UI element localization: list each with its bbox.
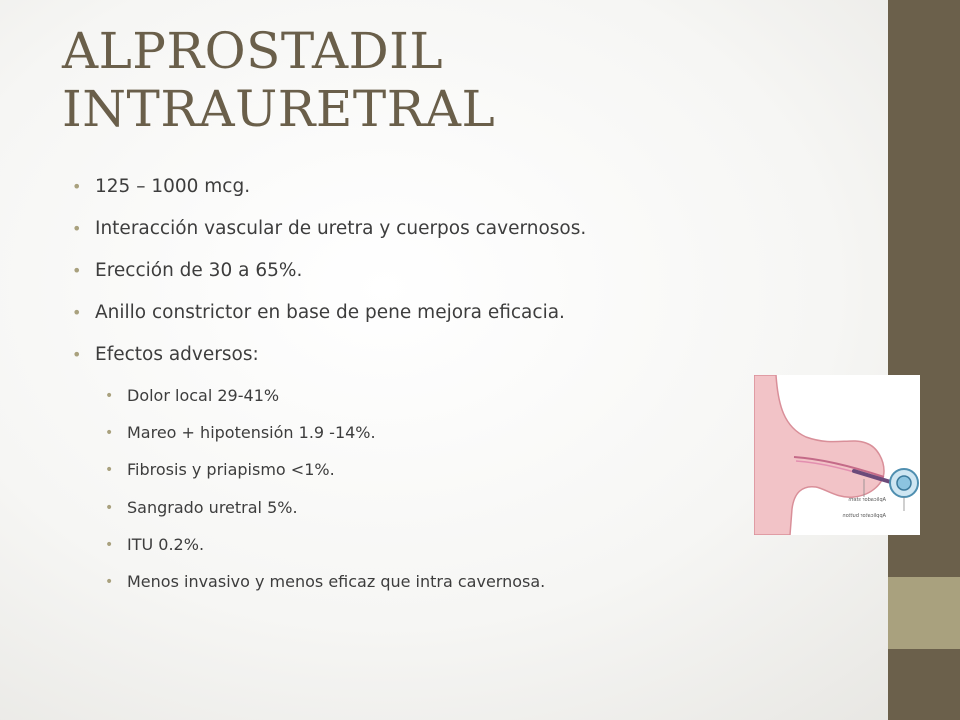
bullet-icon: • bbox=[72, 219, 82, 238]
sub-bullet-list bbox=[105, 384, 745, 607]
sub-bullet-text: Fibrosis y priapismo <1%. bbox=[127, 460, 335, 480]
bullet-icon: • bbox=[105, 499, 114, 516]
title-line-1: ALPROSTADIL bbox=[62, 22, 444, 80]
bullet-text: Interacción vascular de uretra y cuerpos cavernosos. bbox=[95, 218, 587, 239]
sub-bullet-item bbox=[105, 458, 745, 482]
sub-bullet-item bbox=[105, 421, 745, 445]
label-stem: Aplicador stem bbox=[848, 497, 886, 503]
sidebar-band-light bbox=[888, 577, 960, 649]
applicator-diagram-icon bbox=[754, 375, 920, 535]
anatomy-shape bbox=[754, 375, 884, 535]
bullet-icon: • bbox=[105, 425, 114, 442]
bullet-text: Efectos adversos: bbox=[95, 344, 259, 365]
sidebar-band-dark-bottom bbox=[888, 649, 960, 720]
sub-bullet-text: Menos invasivo y menos eficaz que intra cavernosa. bbox=[127, 571, 546, 591]
sub-bullet-text: Mareo + hipotensión 1.9 -14%. bbox=[127, 423, 376, 443]
bullet-item bbox=[72, 341, 772, 369]
bullet-item bbox=[72, 257, 772, 285]
urethral-applicator-illustration bbox=[754, 375, 920, 535]
bullet-item bbox=[72, 299, 772, 327]
bullet-text: 125 – 1000 mcg. bbox=[95, 176, 251, 197]
slide-title bbox=[62, 22, 702, 138]
bullet-icon: • bbox=[72, 177, 82, 196]
applicator-labels bbox=[842, 497, 886, 519]
bullet-text: Anillo constrictor en base de pene mejora eficacia. bbox=[95, 302, 565, 323]
title-line-2: INTRAURETRAL bbox=[62, 80, 496, 138]
bullet-icon: • bbox=[105, 388, 114, 404]
sub-bullet-text: Dolor local 29-41% bbox=[127, 386, 280, 405]
sub-bullet-text: Sangrado uretral 5%. bbox=[127, 497, 298, 517]
sub-bullet-item bbox=[105, 570, 745, 594]
sub-bullet-text: ITU 0.2%. bbox=[127, 534, 205, 554]
bullet-icon: • bbox=[105, 573, 114, 590]
bullet-icon: • bbox=[72, 261, 82, 280]
label-button: Applicator button bbox=[842, 513, 886, 519]
bullet-item bbox=[72, 215, 772, 243]
bullet-item bbox=[72, 173, 772, 201]
applicator-button bbox=[897, 476, 911, 490]
bullet-icon: • bbox=[105, 462, 114, 479]
sub-bullet-item bbox=[105, 384, 745, 408]
bullet-icon: • bbox=[72, 303, 82, 322]
bullet-icon: • bbox=[105, 536, 114, 553]
bullet-text: Erección de 30 a 65%. bbox=[95, 260, 303, 281]
bullet-icon: • bbox=[72, 345, 82, 364]
sub-bullet-item bbox=[105, 496, 745, 520]
sub-bullet-item bbox=[105, 533, 745, 557]
main-bullet-list bbox=[72, 173, 772, 383]
